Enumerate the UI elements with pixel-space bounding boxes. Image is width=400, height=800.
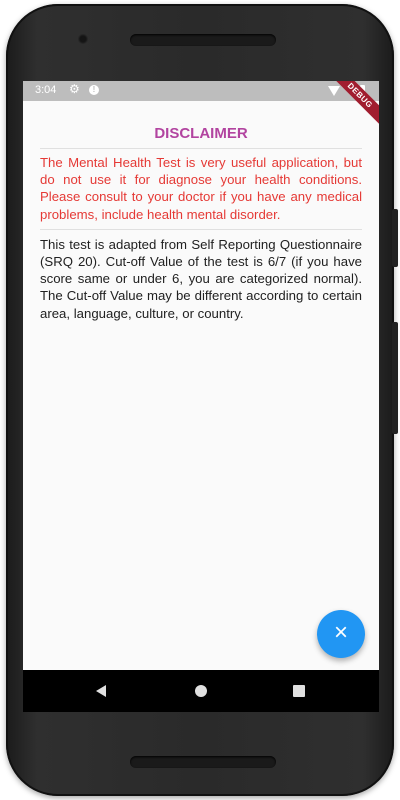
volume-button [392,322,398,434]
disclaimer-content [40,101,362,322]
close-icon: × [333,619,348,646]
app-screen [23,81,379,712]
debug-banner: DEBUG [329,81,379,126]
bottom-speaker [130,756,276,768]
info-text: This test is adapted from Self Reporting Questionnaire (SRQ 20). Cut-off Value of the test is 6/7 (if you have score same or under 6, you are categorized normal). The Cut-off Value may be different according to certain area, language, culture, or country. [40,236,362,321]
navigation-bar [23,670,379,712]
top-speaker [130,34,276,46]
recents-icon[interactable] [293,685,305,697]
back-icon[interactable] [96,685,106,697]
divider [40,229,362,230]
wifi-icon [328,86,340,96]
power-button [392,209,398,267]
home-icon[interactable] [195,685,207,697]
divider [40,148,362,149]
warning-text: The Mental Health Test is very useful application, but do not use it for diagnose your health conditions. Please consult to your doctor if you have any medical problems, include health mental disorder. [40,155,362,222]
alert-icon: ! [89,85,99,95]
status-time: 3:04 [35,84,57,96]
close-button[interactable] [317,610,365,658]
status-bar [23,81,379,110]
page-title: DISCLAIMER [154,125,248,142]
front-camera [78,34,88,44]
gear-icon: ⚙ [69,82,80,96]
